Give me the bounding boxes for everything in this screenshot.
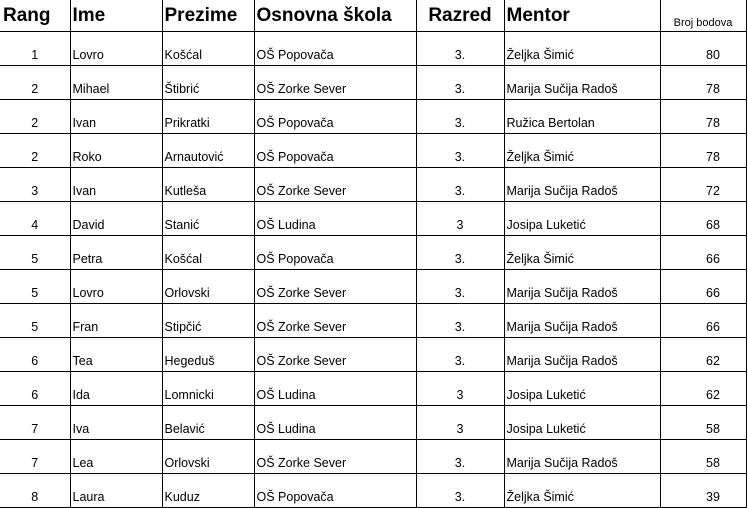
cell-rang: 6	[0, 338, 70, 372]
cell-ime: Ivan	[70, 168, 162, 202]
cell-razred: 3.	[416, 66, 504, 100]
cell-rang: 5	[0, 304, 70, 338]
cell-rang: 3	[0, 168, 70, 202]
table-row	[0, 100, 746, 134]
cell-razred: 3.	[416, 100, 504, 134]
table-row	[0, 270, 746, 304]
cell-bodovi: 72	[660, 168, 746, 202]
cell-bodovi: 58	[660, 406, 746, 440]
cell-mentor: Željka Šimić	[504, 134, 660, 168]
cell-razred: 3.	[416, 304, 504, 338]
cell-razred: 3.	[416, 474, 504, 508]
cell-rang: 5	[0, 270, 70, 304]
cell-razred: 3	[416, 406, 504, 440]
cell-ime: Ida	[70, 372, 162, 406]
cell-prezime: Stanić	[162, 202, 254, 236]
header-razred: Razred	[416, 0, 504, 32]
header-skola: Osnovna škola	[254, 0, 416, 32]
cell-mentor: Željka Šimić	[504, 32, 660, 66]
cell-prezime: Orlovski	[162, 440, 254, 474]
cell-rang: 7	[0, 406, 70, 440]
cell-razred: 3.	[416, 32, 504, 66]
cell-rang: 8	[0, 474, 70, 508]
cell-bodovi: 39	[660, 474, 746, 508]
table-row	[0, 338, 746, 372]
table-row	[0, 372, 746, 406]
cell-bodovi: 66	[660, 304, 746, 338]
header-rang: Rang	[0, 0, 70, 32]
cell-ime: Mihael	[70, 66, 162, 100]
cell-mentor: Ružica Bertolan	[504, 100, 660, 134]
cell-prezime: Kutleša	[162, 168, 254, 202]
cell-prezime: Hegeduš	[162, 338, 254, 372]
table-row	[0, 134, 746, 168]
header-mentor: Mentor	[504, 0, 660, 32]
cell-mentor: Marija Sučija Radoš	[504, 270, 660, 304]
header-row	[0, 0, 746, 32]
cell-mentor: Josipa Luketić	[504, 406, 660, 440]
cell-skola: OŠ Ludina	[254, 372, 416, 406]
cell-rang: 2	[0, 134, 70, 168]
cell-rang: 5	[0, 236, 70, 270]
cell-skola: OŠ Zorke Sever	[254, 440, 416, 474]
cell-bodovi: 80	[660, 32, 746, 66]
cell-skola: OŠ Zorke Sever	[254, 304, 416, 338]
cell-ime: Iva	[70, 406, 162, 440]
cell-bodovi: 68	[660, 202, 746, 236]
cell-ime: Lovro	[70, 270, 162, 304]
header-bodovi: Broj bodova	[660, 0, 746, 32]
cell-mentor: Josipa Luketić	[504, 372, 660, 406]
cell-razred: 3.	[416, 338, 504, 372]
table-row	[0, 236, 746, 270]
cell-prezime: Košćal	[162, 32, 254, 66]
cell-bodovi: 66	[660, 236, 746, 270]
cell-prezime: Košćal	[162, 236, 254, 270]
cell-skola: OŠ Zorke Sever	[254, 66, 416, 100]
cell-bodovi: 78	[660, 100, 746, 134]
cell-razred: 3	[416, 372, 504, 406]
cell-ime: David	[70, 202, 162, 236]
cell-ime: Laura	[70, 474, 162, 508]
cell-skola: OŠ Popovača	[254, 134, 416, 168]
cell-mentor: Marija Sučija Radoš	[504, 440, 660, 474]
table-row	[0, 474, 746, 508]
cell-razred: 3.	[416, 134, 504, 168]
cell-bodovi: 78	[660, 134, 746, 168]
cell-prezime: Orlovski	[162, 270, 254, 304]
table-row	[0, 304, 746, 338]
cell-mentor: Marija Sučija Radoš	[504, 304, 660, 338]
cell-bodovi: 62	[660, 372, 746, 406]
cell-prezime: Belavić	[162, 406, 254, 440]
cell-razred: 3	[416, 202, 504, 236]
table-header	[0, 0, 746, 32]
cell-mentor: Marija Sučija Radoš	[504, 66, 660, 100]
cell-mentor: Josipa Luketić	[504, 202, 660, 236]
cell-prezime: Prikratki	[162, 100, 254, 134]
table-row	[0, 32, 746, 66]
cell-skola: OŠ Popovača	[254, 236, 416, 270]
table-row	[0, 440, 746, 474]
cell-ime: Tea	[70, 338, 162, 372]
cell-bodovi: 58	[660, 440, 746, 474]
cell-ime: Lea	[70, 440, 162, 474]
cell-skola: OŠ Zorke Sever	[254, 338, 416, 372]
cell-skola: OŠ Popovača	[254, 32, 416, 66]
cell-prezime: Lomnicki	[162, 372, 254, 406]
cell-prezime: Arnautović	[162, 134, 254, 168]
cell-ime: Roko	[70, 134, 162, 168]
cell-mentor: Marija Sučija Radoš	[504, 168, 660, 202]
table-row	[0, 66, 746, 100]
cell-razred: 3.	[416, 236, 504, 270]
cell-ime: Ivan	[70, 100, 162, 134]
cell-razred: 3.	[416, 270, 504, 304]
cell-skola: OŠ Zorke Sever	[254, 270, 416, 304]
cell-rang: 1	[0, 32, 70, 66]
cell-skola: OŠ Popovača	[254, 474, 416, 508]
cell-bodovi: 78	[660, 66, 746, 100]
cell-ime: Petra	[70, 236, 162, 270]
table-row	[0, 406, 746, 440]
cell-razred: 3.	[416, 440, 504, 474]
cell-mentor: Željka Šimić	[504, 474, 660, 508]
cell-mentor: Marija Sučija Radoš	[504, 338, 660, 372]
cell-rang: 7	[0, 440, 70, 474]
cell-rang: 2	[0, 100, 70, 134]
cell-ime: Fran	[70, 304, 162, 338]
header-prezime: Prezime	[162, 0, 254, 32]
cell-razred: 3.	[416, 168, 504, 202]
cell-ime: Lovro	[70, 32, 162, 66]
cell-rang: 6	[0, 372, 70, 406]
cell-prezime: Štibrić	[162, 66, 254, 100]
cell-skola: OŠ Ludina	[254, 406, 416, 440]
table-body	[0, 32, 746, 508]
cell-mentor: Željka Šimić	[504, 236, 660, 270]
cell-rang: 4	[0, 202, 70, 236]
cell-rang: 2	[0, 66, 70, 100]
cell-skola: OŠ Popovača	[254, 100, 416, 134]
cell-skola: OŠ Ludina	[254, 202, 416, 236]
cell-skola: OŠ Zorke Sever	[254, 168, 416, 202]
cell-prezime: Stipčić	[162, 304, 254, 338]
table-row	[0, 202, 746, 236]
header-ime: Ime	[70, 0, 162, 32]
cell-bodovi: 62	[660, 338, 746, 372]
table-row	[0, 168, 746, 202]
cell-prezime: Kuduz	[162, 474, 254, 508]
cell-bodovi: 66	[660, 270, 746, 304]
